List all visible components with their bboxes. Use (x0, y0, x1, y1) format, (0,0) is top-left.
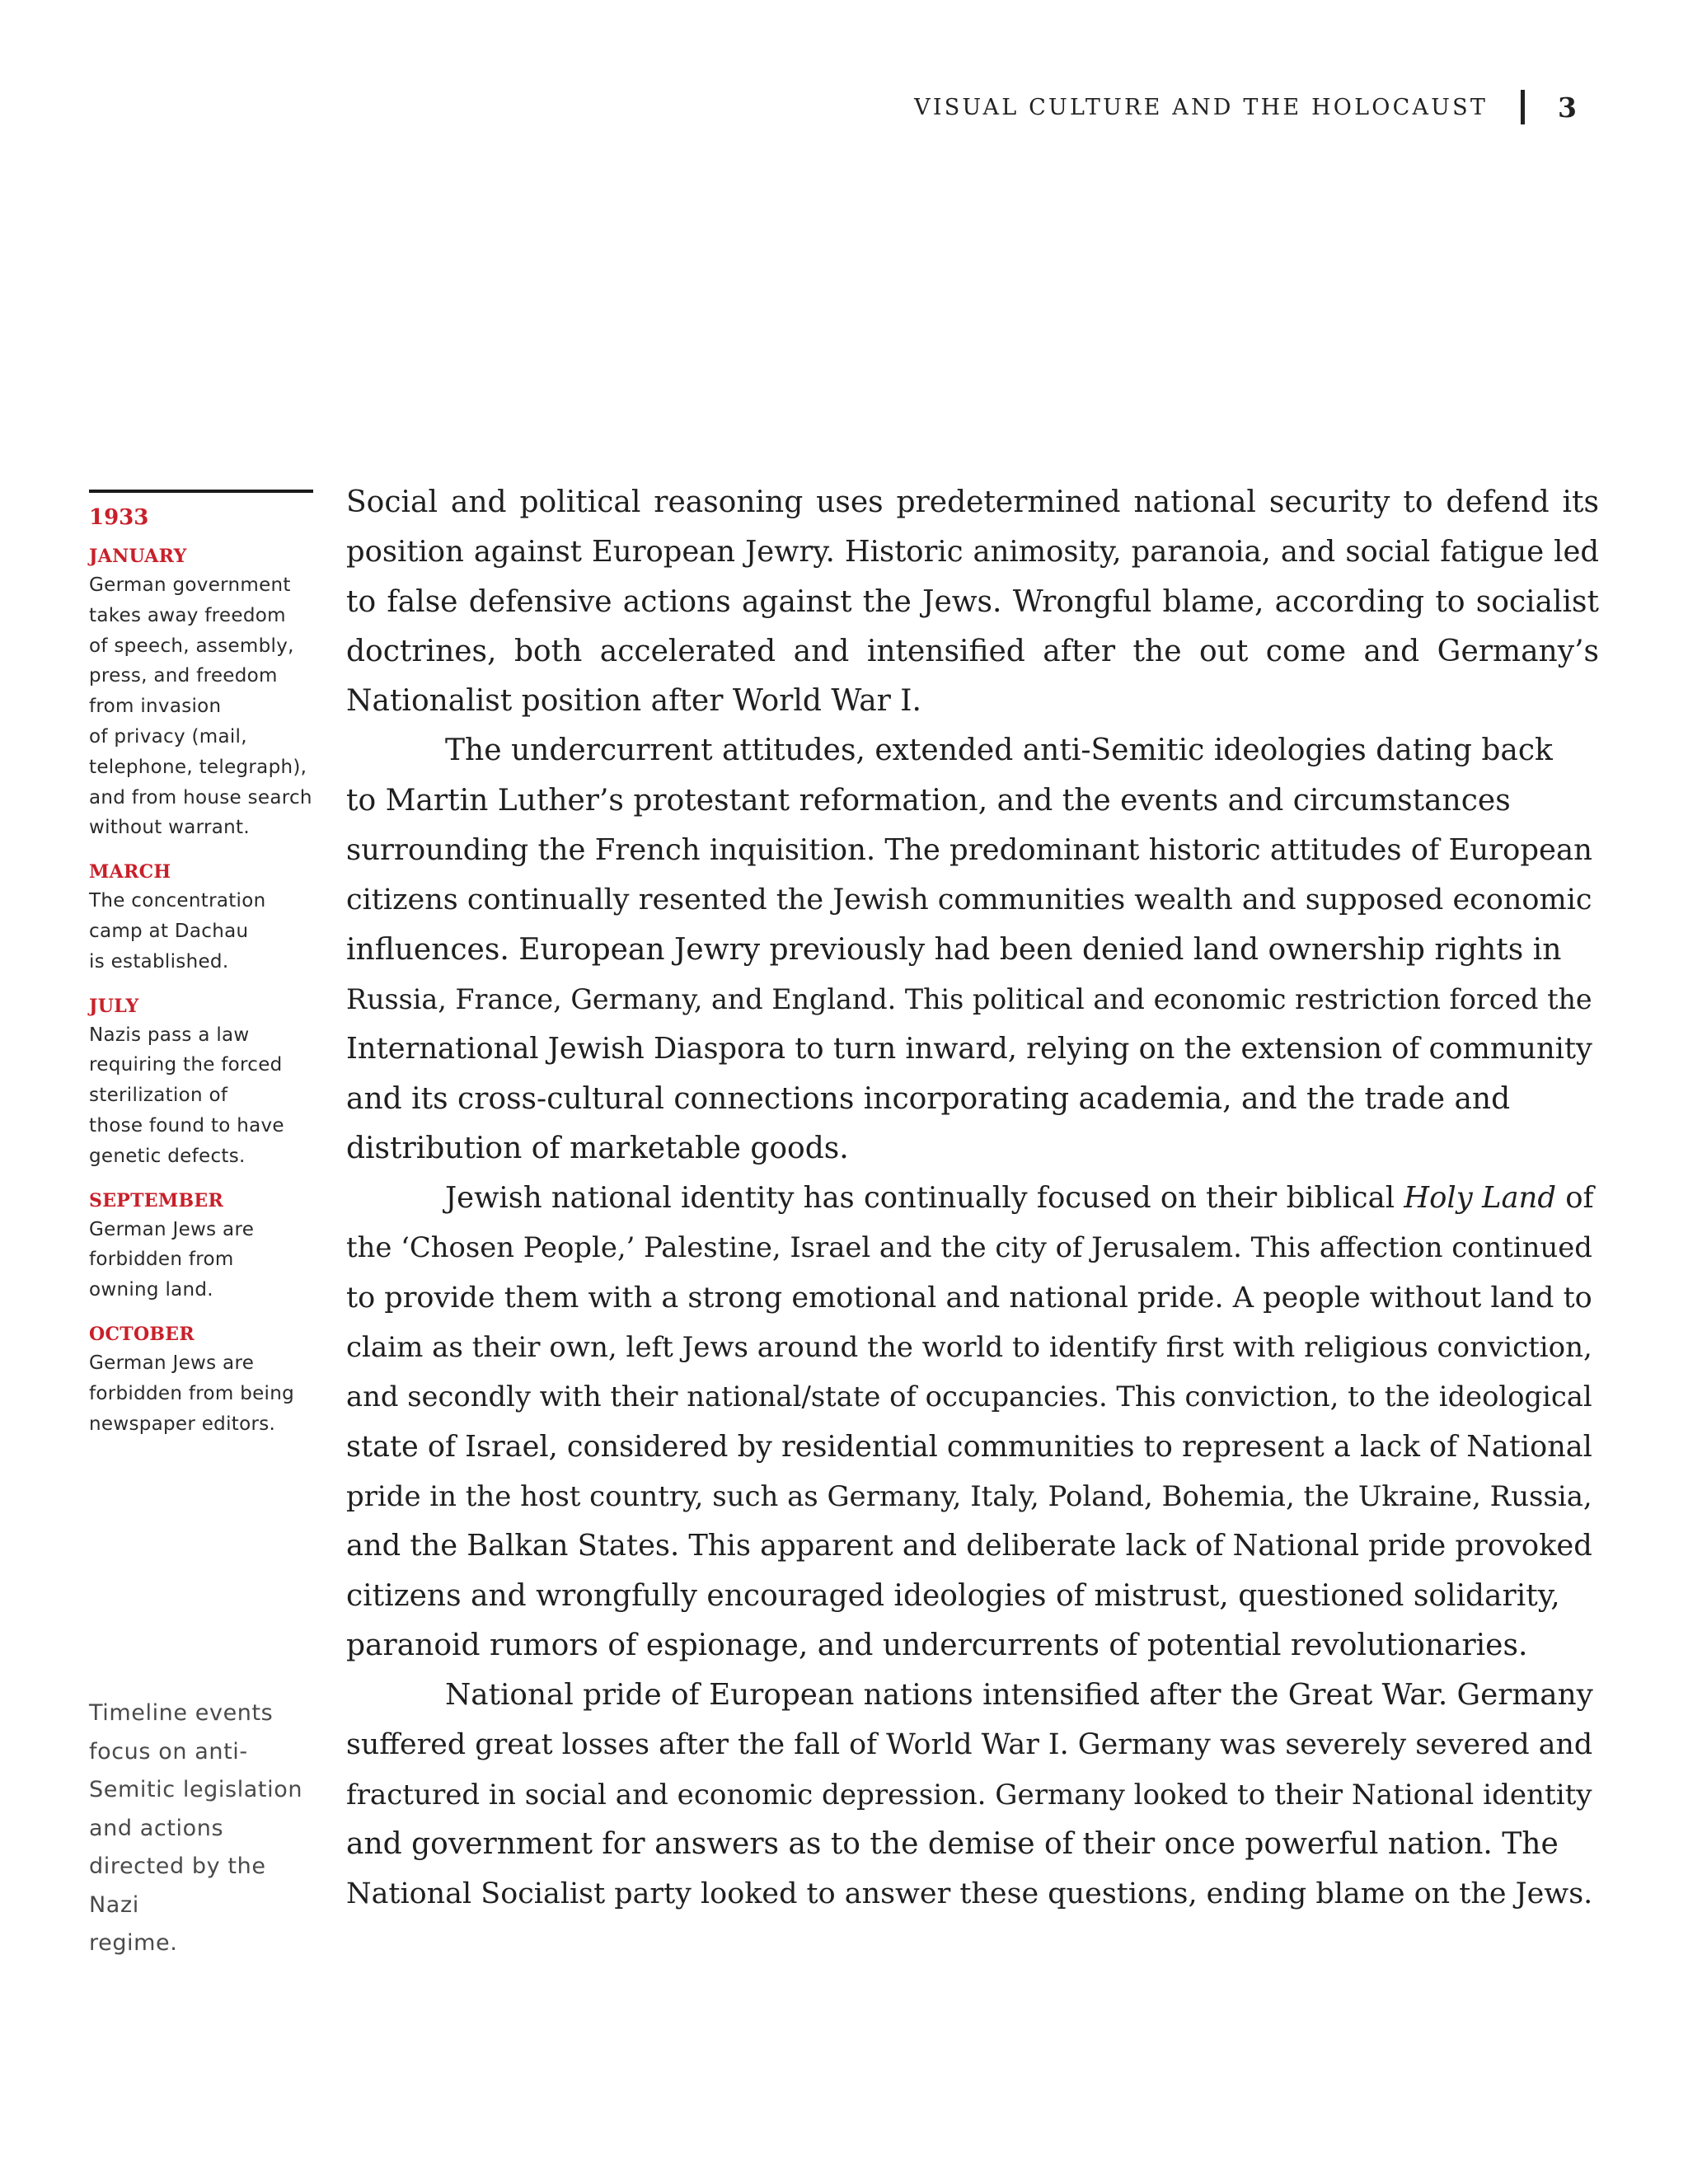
text-line: paranoid rumors of espionage, and undercurrents of potential revolutionaries. (346, 1628, 1528, 1662)
text-line: surrounding the French inquisition. The predominant historic attitudes of European (346, 833, 1592, 868)
paragraph-3 (346, 1174, 1599, 1671)
text-line: the ‘Chosen People,’ Palestine, Israel and the city of Jerusalem. This affection continued (346, 1231, 1592, 1264)
timeline-event-october (89, 1322, 313, 1439)
text-line: Social and political reasoning uses predetermined national security to defend its (346, 485, 1599, 519)
timeline-event-text: German Jews are forbidden from owning land. (89, 1218, 255, 1301)
running-head (914, 89, 1577, 125)
italic-term: Holy Land (1404, 1181, 1556, 1216)
timeline-month: OCTOBER (89, 1323, 195, 1345)
timeline-event-text: The concentration camp at Dachau is established. (89, 890, 266, 972)
text-line: citizens and wrongfully encouraged ideologies of mistrust, questioned solidarity, (346, 1578, 1560, 1613)
timeline-event-text: German Jews are forbidden from being newspaper editors. (89, 1352, 295, 1435)
timeline-event-text: German government takes away freedom of speech, assembly, press, and freedom from invasion of privacy (mail, telephone, telegraph), and from house search without warrant. (89, 574, 312, 839)
text-line: The undercurrent attitudes, extended anti-Semitic ideologies dating back (445, 733, 1553, 768)
text-line: National Socialist party looked to answer these questions, ending blame on the Jews. (346, 1877, 1593, 1911)
timeline-event-july (89, 994, 313, 1172)
text-line: to provide them with a strong emotional and national pride. A people without land to (346, 1280, 1592, 1315)
text-line: and government for answers as to the demise of their once powerful nation. The (346, 1827, 1559, 1862)
body-text (346, 478, 1599, 1919)
timeline-event-march (89, 860, 313, 977)
timeline-month: SEPTEMBER (89, 1189, 224, 1212)
text-segment: of (1555, 1181, 1594, 1216)
text-line: Nationalist position after World War I. (346, 684, 921, 719)
text-line: International Jewish Diaspora to turn inward, relying on the extension of community (346, 1032, 1592, 1066)
text-line: to false defensive actions against the Jews. Wrongful blame, according to socialist (346, 584, 1599, 619)
paragraph-1 (346, 478, 1599, 726)
timeline-month: MARCH (89, 861, 171, 883)
text-line: suffered great losses after the fall of World War I. Germany was severely severed and (346, 1728, 1593, 1762)
timeline-month: JULY (89, 995, 139, 1017)
text-line: National pride of European nations intensified after the Great War. Germany (445, 1678, 1593, 1713)
text-line: fractured in social and economic depression. Germany looked to their National identity (346, 1778, 1592, 1811)
running-head-title: VISUAL CULTURE AND THE HOLOCAUST (914, 94, 1489, 120)
sidenote-caption: Timeline events focus on anti- Semitic legislation and actions directed by the Nazi regime. (89, 1700, 303, 1956)
text-line: and secondly with their national/state of occupancies. This conviction, to the ideological (346, 1380, 1592, 1413)
text-line: citizens continually resented the Jewish communities wealth and supposed economic (346, 883, 1592, 917)
timeline-sidebar (89, 490, 313, 1455)
running-head-divider (1521, 90, 1525, 124)
text-line: Russia, France, Germany, and England. This political and economic restriction forced the (346, 982, 1592, 1015)
text-line: distribution of marketable goods. (346, 1131, 849, 1165)
text-line: doctrines, both accelerated and intensified after the out come and Germany’s (346, 634, 1599, 668)
timeline-year: 1933 (89, 505, 149, 530)
timeline-event-text: Nazis pass a law requiring the forced sterilization of those found to have genetic defects. (89, 1024, 284, 1167)
timeline-event-january (89, 544, 313, 843)
text-segment: Jewish national identity has continually focused on their biblical (445, 1181, 1404, 1216)
text-line: influences. European Jewry previously had been denied land ownership rights in (346, 932, 1562, 967)
text-line: claim as their own, left Jews around the world to identify first with religious conviction, (346, 1331, 1592, 1365)
page-number: 3 (1558, 91, 1577, 124)
timeline-month: JANUARY (89, 546, 187, 567)
text-line (346, 1174, 1599, 1223)
text-line: position against European Jewry. Historic animosity, paranoia, and social fatigue led (346, 535, 1599, 569)
text-line: to Martin Luther’s protestant reformation, and the events and circumstances (346, 783, 1511, 818)
text-line: state of Israel, considered by residential communities to represent a lack of National (346, 1429, 1592, 1464)
text-line: pride in the host country, such as Germany, Italy, Poland, Bohemia, the Ukraine, Russia, (346, 1479, 1592, 1512)
text-line: and the Balkan States. This apparent and deliberate lack of National pride provoked (346, 1529, 1592, 1563)
text-line: and its cross-cultural connections incorporating academia, and the trade and (346, 1081, 1511, 1116)
timeline-event-september (89, 1188, 313, 1305)
paragraph-4 (346, 1671, 1599, 1919)
paragraph-2 (346, 726, 1599, 1174)
